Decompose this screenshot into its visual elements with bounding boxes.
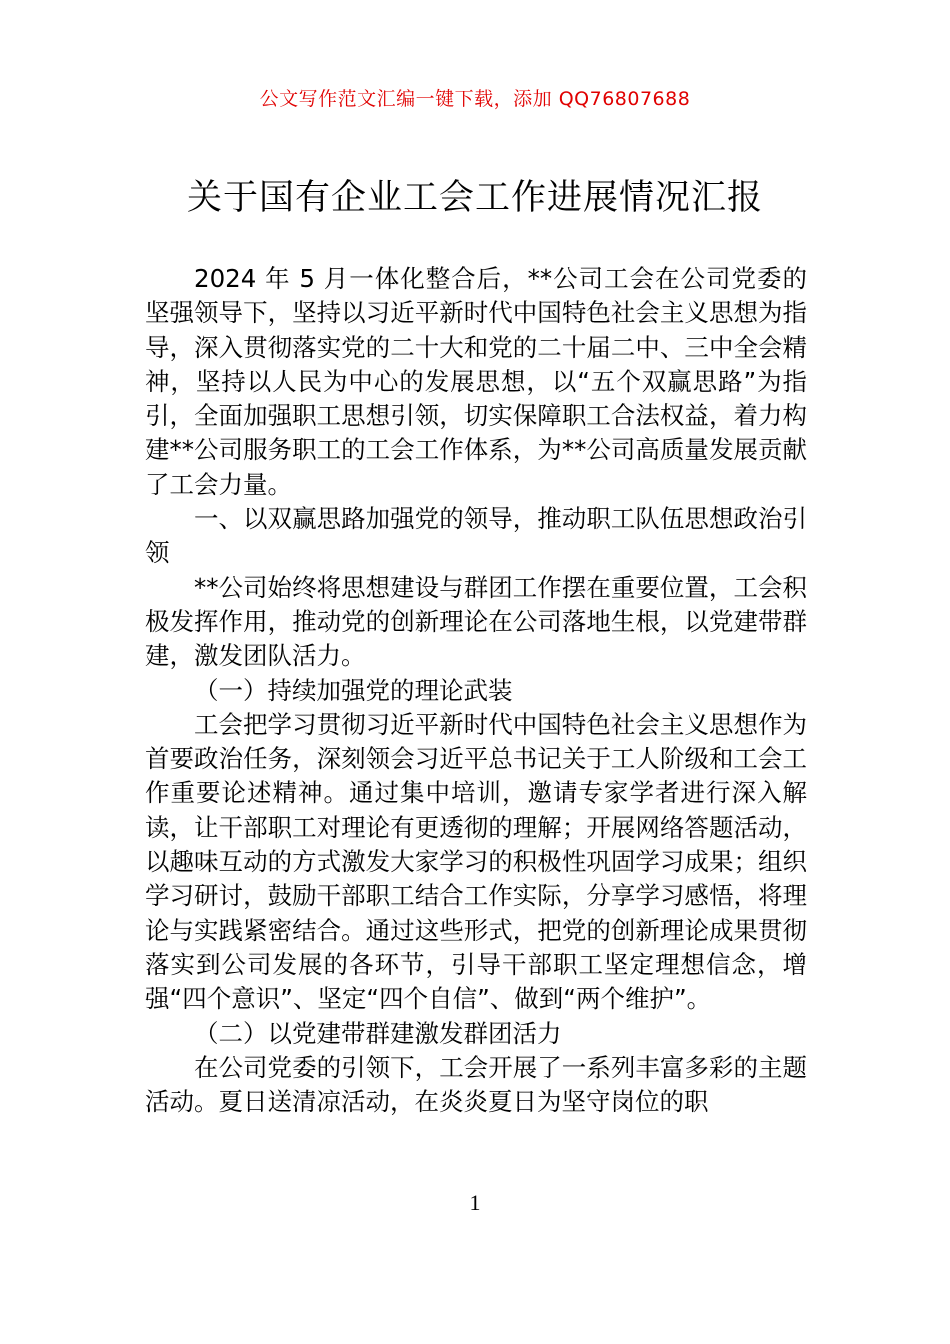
document-body (145, 262, 807, 1119)
subsection-heading-1: （一）持续加强党的理论武装 (194, 675, 513, 705)
subsection-heading-2: （二）以党建带群建激发群团活力 (194, 1018, 562, 1048)
header-note: 公文写作范文汇编一键下载，添加 QQ76807688 (259, 88, 691, 110)
page-number: 1 (469, 1190, 481, 1215)
subsection-2-paragraph: 在公司党委的引领下，工会开展了一系列丰富多彩的主题活动。夏日送清凉活动，在炎炎夏日为坚守岗位的职 (145, 1052, 807, 1117)
subsection-1-paragraph: 工会把学习贯彻习近平新时代中国特色社会主义思想作为首要政治任务，深刻领会习近平总书记关于工人阶级和工会工作重要论述精神。通过集中培训，邀请专家学者进行深入解读，让干部职工对理论有更透彻的理解；开展网络答题活动，以趣味互动的方式激发大家学习的积极性巩固学习成果；组织学习研讨，鼓励干部职工结合工作实际，分享学习感悟，将理论与实践紧密结合。通过这些形式，把党的创新理论成果贯彻落实到公司发展的各环节，引导干部职工坚定理想信念，增强“四个意识”、坚定“四个自信”、做到“两个维护”。 (145, 709, 807, 1014)
intro-paragraph: 2024 年 5 月一体化整合后，**公司工会在公司党委的坚强领导下，坚持以习近平新时代中国特色社会主义思想为指导，深入贯彻落实党的二十大和党的二十届二中、三中全会精神，坚持以人民为中心的发展思想，以“五个双赢思路”为指引，全面加强职工思想引领，切实保障职工合法权益，着力构建**公司服务职工的工会工作体系，为**公司高质量发展贡献了工会力量。 (145, 264, 807, 499)
section-1-paragraph: **公司始终将思想建设与群团工作摆在重要位置，工会积极发挥作用，推动党的创新理论在公司落地生根，以党建带群建，激发团队活力。 (145, 572, 807, 671)
section-heading-1: 一、以双赢思路加强党的领导，推动职工队伍思想政治引领 (145, 504, 807, 568)
document-title: 关于国有企业工会工作进展情况汇报 (186, 178, 763, 218)
